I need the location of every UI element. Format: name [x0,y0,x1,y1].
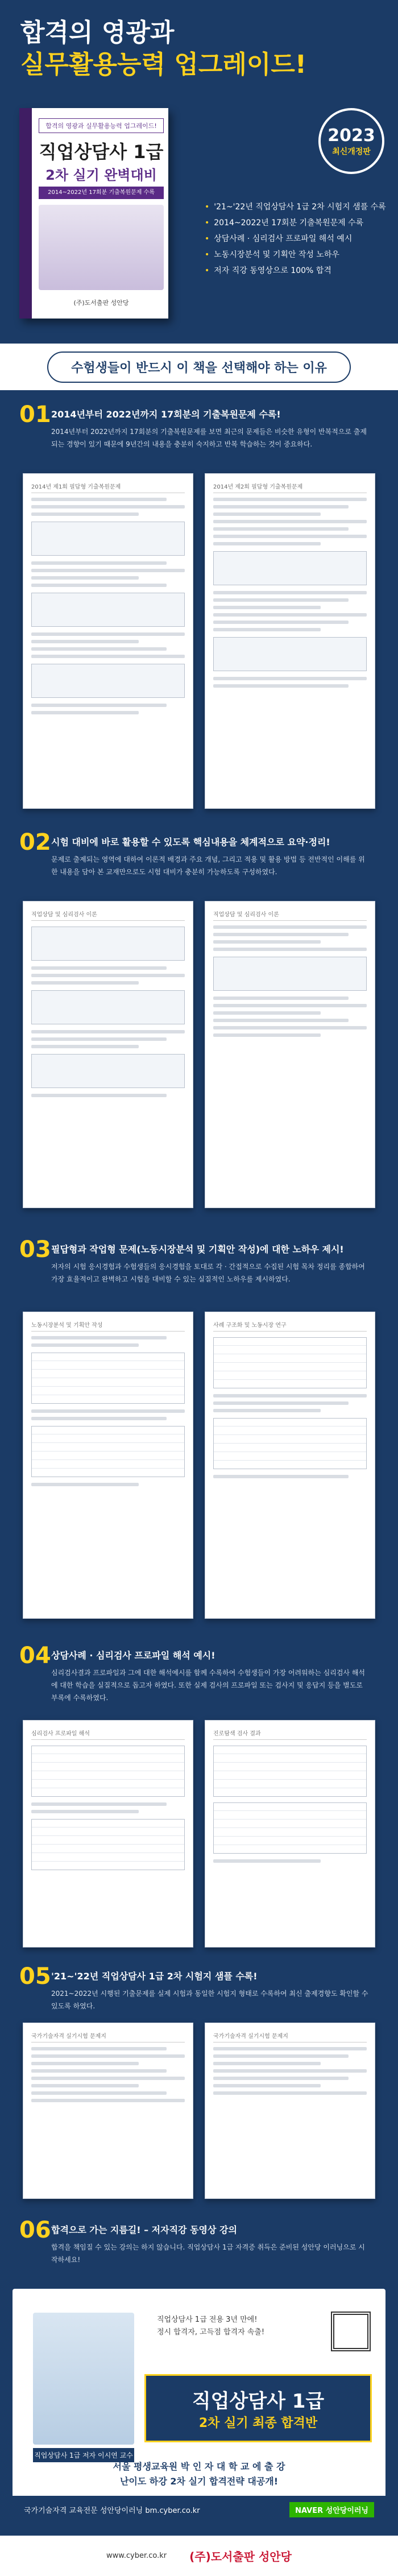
book-title-2: 2차 실기 완벽대비 [45,167,157,183]
sample-pages [23,1720,375,1947]
section-03 [0,1229,398,1635]
hero-section [0,0,398,341]
book-subtitle: 합격의 영광과 실무활용능력 업그레이드! [39,118,164,133]
section-06 [0,2209,398,2289]
bullet-icon: • [205,266,210,275]
book-publisher: (주)도서출판 성안당 [73,299,129,307]
sample-page [23,1312,193,1619]
section-number: 05 [19,1963,51,1990]
page-header: 사례 구조화 및 노동시장 연구 [213,1320,367,1332]
section-desc: 합격을 책임질 수 있는 강의는 하지 않습니다. 직업상담사 1급 자격증 취득은 준비된 성안당 이러닝으로 시작하세요! [51,2243,365,2264]
book-cover [19,108,168,319]
section-title: 2014년부터 2022년까지 17회분의 기출복원문제 수록! [51,409,281,420]
bullet-icon: • [205,234,210,243]
sample-pages [23,901,375,1208]
section-desc: 문제로 출제되는 영역에 대하여 이론적 배경과 주요 개념, 그리고 적용 및 활용 방법 등 전반적인 이해를 위한 내용을 담아 본 교재만으로도 시험 대비가 충분히 가능하도록 구성하였다. [51,855,365,876]
section-number: 02 [19,829,51,855]
section-04 [0,1635,398,1955]
feature-item [205,263,386,279]
section-title: 시험 대비에 바로 활용할 수 있도록 핵심내용을 체계적으로 요약·정리! [51,837,330,847]
section-title: 필답형과 작업형 문제(노동시장분석 및 기획안 작성)에 대한 노하우 제시! [51,1244,344,1255]
footer [0,2536,398,2576]
course-title: 직업상담사 1급 [192,2390,325,2413]
publisher-logo: (주)도서출판 성안당 [189,2550,292,2563]
ad-site-link[interactable]: 국가기술자격 교육전문 성안당이러닝 bm.cyber.co.kr [24,2506,200,2515]
page-header: 진로탐색 검사 결과 [213,1729,367,1740]
sample-page [23,901,193,1208]
ad-line-2: 난이도 하강 2차 실기 합격전략 대공개! [119,2476,279,2487]
feature-list [205,199,386,279]
qr-code-icon[interactable] [331,2312,371,2351]
page-header: 직업상담 및 심리검사 이론 [213,909,367,921]
seal-label: 최신개정판 [332,147,371,156]
feature-text: 저자 직강 동영상으로 100% 합격 [214,266,331,275]
sample-page [205,2023,375,2199]
sample-pages [23,1312,375,1619]
reasons-band [0,344,398,390]
footer-url[interactable]: www.cyber.co.kr [106,2552,167,2560]
seal-year: 2023 [327,125,375,146]
section-desc: 2014년부터 2022년까지 17회분의 기출복원문제를 보면 최근의 문제들은 비슷한 유형이 반복적으로 출제되는 경향이 있기 때문에 9년간의 내용을 충분히 숙지하고 반복 학습하는 것이 중요하다. [51,428,367,448]
sample-page [205,473,375,809]
page-header: 심리검사 프로파일 해석 [31,1729,185,1740]
feature-text: '21~'22년 직업상담사 1급 2차 시험지 샘플 수록 [214,202,386,212]
sample-page [23,473,193,809]
section-number: 01 [19,402,51,428]
feature-text: 상담사례 · 심리검사 프로파일 해석 예시 [214,234,353,243]
section-desc: 2021~2022년 시행된 기출문제를 실제 시험과 동일한 시험지 형태로 수록하여 최신 출제경향도 확인할 수 있도록 하였다. [51,1990,368,2010]
sample-page [205,1312,375,1619]
hero-line-1: 합격의 영광과 [20,18,175,47]
book-banner: 2014~2022년 17회분 기출복원문제 수록 [39,187,164,199]
section-title: 합격으로 가는 지름길! – 저자직강 동영상 강의 [51,2224,237,2235]
course-subtitle: 2차 실기 최종 합격반 [198,2416,318,2430]
bullet-icon: • [205,202,210,212]
section-02 [0,821,398,1229]
reasons-title: 수험생들이 반드시 이 책을 선택해야 하는 이유 [47,352,351,383]
edition-seal [318,108,384,174]
page-header: 2014년 제2회 필답형 기출복원문제 [213,482,367,493]
bullet-icon: • [205,218,210,228]
section-title: '21~'22년 직업상담사 1급 2차 시험지 샘플 수록! [51,1971,258,1982]
page-header: 국가기술자격 실기시험 문제지 [213,2031,367,2042]
ad-quote [157,2314,264,2339]
feature-item [205,199,386,215]
sample-pages [23,2023,375,2199]
ad-line-1: 서울 평생교육원 박 인 자 대 학 교 에 출 강 [113,2461,285,2472]
section-number: 03 [19,1237,51,1263]
sample-page [23,2023,193,2199]
page-header: 2014년 제1회 필답형 기출복원문제 [31,482,185,493]
instructor-photo [33,2313,134,2445]
sample-page [205,1720,375,1947]
ad-quote-line: 직업상담사 1급 전용 3년 만에! [157,2315,258,2324]
sample-pages [23,473,375,809]
naver-search-button[interactable]: NAVER 성안당이러닝 [289,2502,374,2517]
page-header: 국가기술자격 실기시험 문제지 [31,2031,185,2042]
ad-quote-line: 정시 합격자, 고득점 합격자 속출! [157,2328,265,2337]
section-desc: 심리검사결과 프로파일과 그에 대한 해석예시를 함께 수록하여 수험생들이 가장 어려워하는 심리검사 해석에 대한 학습을 실질적으로 돕고자 하였다. 또한 실제 검사의 프로파일 또는 검사지 및 응답지 등을 별도로 부록에 수록하였다. [51,1669,366,1702]
hero-line-2: 실무활용능력 업그레이드! [20,50,306,79]
sample-page [23,1720,193,1947]
ad-bar [13,2496,385,2523]
sample-page [205,901,375,1208]
book-spine [19,108,32,319]
bullet-icon: • [205,250,210,259]
section-desc: 저자의 시험 응시경험과 수험생들의 응시경험을 토대로 각 · 간접적으로 수집된 시험 목차 정리를 종합하여 가장 효율적이고 완벽하고 시험을 대비할 수 있는 실질적인 노하우를 제시하였다. [51,1263,365,1283]
page-header: 노동시장분석 및 기획안 작성 [31,1320,185,1332]
feature-text: 2014~2022년 17회분 기출복원문제 수록 [214,218,364,228]
section-01 [0,394,398,821]
book-title: 직업상담사 1급 [39,141,164,163]
course-banner[interactable] [144,2374,372,2442]
book-illustration [39,205,164,290]
feature-item [205,247,386,263]
section-title: 상담사례 · 심리검사 프로파일 해석 예시! [51,1650,215,1661]
section-05 [0,1955,398,2209]
section-number: 04 [19,1643,51,1669]
instructor-name: 직업상담사 1급 저자 이시연 교수 [33,2448,134,2462]
hero-headline [20,17,306,81]
lecture-ad [13,2289,385,2523]
feature-item [205,231,386,247]
feature-text: 노동시장분석 및 기획안 작성 노하우 [214,250,339,259]
page-header: 직업상담 및 심리검사 이론 [31,909,185,921]
section-number: 06 [19,2217,51,2243]
feature-item [205,215,386,231]
